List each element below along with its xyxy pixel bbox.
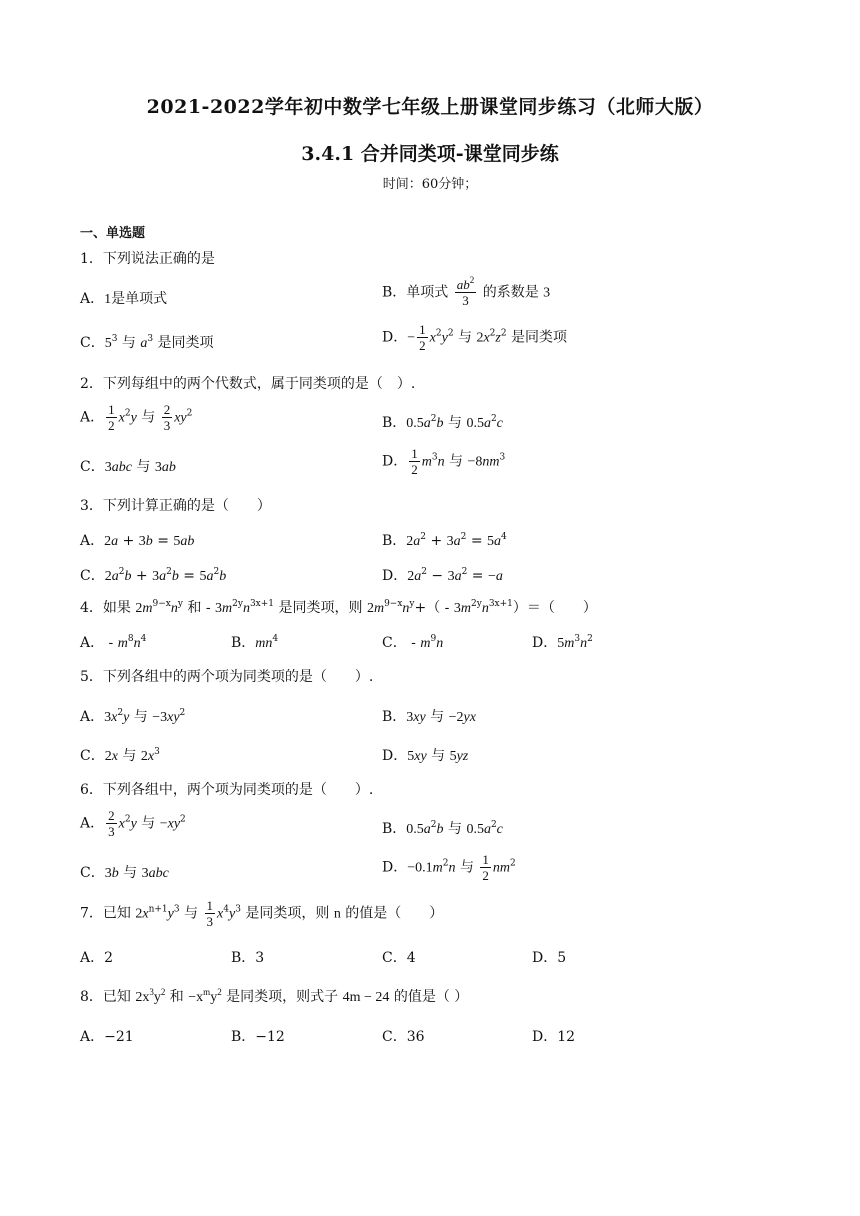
question-1-option-c: C．$5^3$ 与 $a^3$ 是同类项 [80, 334, 214, 351]
question-7-option-a: A．2 [80, 950, 114, 966]
question-8-option-a: A．−21 [80, 1029, 134, 1045]
question-6-option-d: D．$-0.1m^2n$ 与 $\frac{1}{2}$ $nm^2$ [382, 852, 516, 883]
question-3-option-b: B．$2a^2 + 3a^2 = 5a^4$ [382, 532, 507, 549]
question-7-stem: 7．已知 $2x^{n+1}y^3$ 与 $\frac{1}{3}$ $x^4y^3$ 是同类项，则 n 的值是（ ） [80, 898, 444, 929]
question-6-option-a: A． $\frac{2}{3}$ $x^2y$ 与 $-xy^2$ [80, 808, 186, 839]
question-3-stem: 3．下列计算正确的是（ ） [80, 498, 271, 514]
question-4-option-d: D．$5m^3n^2$ [532, 634, 593, 651]
question-2-option-c: C．3abc 与 3ab [80, 459, 176, 475]
section-heading: 一、单选题 [80, 226, 146, 241]
question-5-option-d: D．5xy 与 5yz [382, 748, 469, 764]
question-1-stem: 1．下列说法正确的是 [80, 251, 215, 267]
question-8-stem: 8．已知 $2x^3y^2$ 和 $-x^my^2$ 是同类项，则式子 4m − 24 的值是（ ） [80, 987, 469, 1005]
question-2-stem: 2．下列每组中的两个代数式，属于同类项的是（ ）. [80, 376, 416, 392]
question-5-option-b: B．3xy 与 −2yx [382, 709, 476, 725]
question-4-stem: 4．如果 $2m^{9-x}n^y$ 和 - $3m^{2y}n^{3x+1}$ 是同类项，则 $2m^{9-x}n^y+( - 3m^{2y}n^{3x+1})=$（ ） [80, 599, 597, 616]
question-3-option-d: D．$2a^2 - 3a^2 = -a$ [382, 567, 503, 584]
question-5-option-c: C．2x 与 $2x^3$ [80, 747, 160, 764]
question-6-option-b: B．$0.5a^2b$ 与 $0.5a^2c$ [382, 820, 503, 837]
question-2-option-a: A． $\frac{1}{2}$ $x^2y$ 与 $\frac{2}{3}$ $xy^2$ [80, 402, 193, 433]
question-6-stem: 6．下列各组中，两个项为同类项的是（ ）. [80, 782, 374, 798]
question-7-option-b: B．3 [231, 950, 265, 966]
question-1-option-b: B．单项式 $\frac{ab^2}{3}$ 的系数是 3 [382, 275, 551, 308]
question-5-option-a: A．$3x^2y$ 与 $-3xy^2$ [80, 708, 186, 725]
document-subtitle: 3.4.1 合并同类项-课堂同步练 [301, 143, 559, 165]
question-3-option-a: A．2a + 3b = 5ab [80, 533, 195, 549]
question-4-option-b: B．$mn^4$ [231, 634, 279, 651]
question-8-option-d: D．12 [532, 1029, 576, 1045]
question-8-option-c: C．36 [382, 1029, 425, 1045]
question-2-option-d: D． $\frac{1}{2}$ $m^3n$ 与 $-8nm^3$ [382, 446, 506, 477]
question-2-option-b: B．$0.5a^2b$ 与 $0.5a^2c$ [382, 414, 503, 431]
question-7-option-d: D．5 [532, 950, 567, 966]
question-1-option-a: A．1是单项式 [80, 291, 168, 307]
question-8-option-b: B．−12 [231, 1029, 285, 1045]
question-1-option-d: D．− $\frac{1}{2}$ $x^2y^2$ 与 $2x^2z^2$ 是同类项 [382, 322, 568, 353]
question-3-option-c: C．$2a^2b + 3a^2b = 5a^2b$ [80, 567, 227, 584]
time-limit: 时间：60分钟； [382, 177, 478, 192]
question-4-option-a: A． - $m^8n^4$ [80, 634, 147, 651]
question-7-option-c: C．4 [382, 950, 416, 966]
document-title: 2021-2022学年初中数学七年级上册课堂同步练习（北师大版） [146, 96, 714, 118]
question-4-option-c: C． - $m^9n$ [382, 634, 444, 651]
question-5-stem: 5．下列各组中的两个项为同类项的是（ ）. [80, 669, 374, 685]
question-6-option-c: C．3b 与 3abc [80, 865, 169, 881]
